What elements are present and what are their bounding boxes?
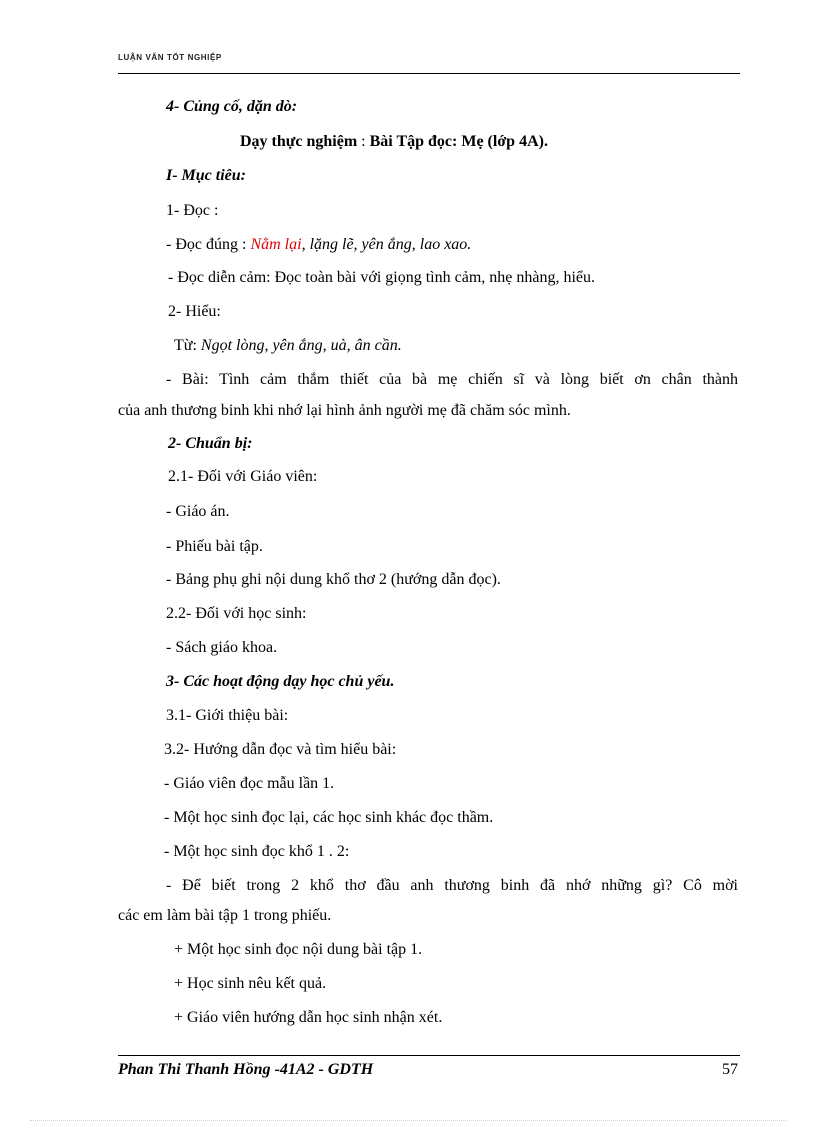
activity-guide: 3.2- Hướng dẫn đọc và tìm hiểu bài:	[164, 741, 397, 758]
section-heading-4: 4- Củng cố, dặn dò:	[166, 98, 298, 115]
heading-activities: 3- Các hoạt động dạy học chủ yếu.	[166, 673, 395, 690]
footer-author: Phan Thi Thanh Hồng -41A2 - GDTH	[118, 1061, 374, 1078]
footer-rule	[118, 1055, 740, 1056]
activity-student-stanza: - Một học sinh đọc khổ 1 . 2:	[164, 843, 350, 860]
reading-expressive-line: - Đọc diễn cảm: Đọc toàn bài với giọng tình cảm, nhẹ nhàng, hiểu.	[168, 269, 596, 286]
prep-teacher-heading: 2.1- Đối với Giáo viên:	[168, 468, 318, 485]
activity-question-line-1: - Để biết trong 2 khổ thơ đầu anh thương binh đã nhớ những gì? Cô mời	[166, 877, 738, 894]
lesson-summary-line-2: của anh thương binh khi nhớ lại hình ảnh người mẹ đã chăm sóc mình.	[118, 402, 571, 419]
page-number: 57	[722, 1061, 738, 1078]
subitem-results: + Học sinh nêu kết quả.	[174, 975, 327, 992]
lesson-summary-line-1: - Bài: Tình cảm thắm thiết của bà mẹ chiến sĩ và lòng biết ơn chân thành	[166, 371, 738, 388]
running-header: LUẬN VĂN TỐT NGHIỆP	[118, 53, 222, 62]
prep-item-textbook: - Sách giáo khoa.	[166, 639, 278, 656]
activity-teacher-reads: - Giáo viên đọc mẫu lần 1.	[164, 775, 335, 792]
lesson-title-colon: :	[357, 133, 370, 150]
highlighted-word: Nằm lại	[250, 236, 302, 253]
activity-question-line-2: các em làm bài tập 1 trong phiếu.	[118, 907, 332, 924]
activity-intro: 3.1- Giới thiệu bài:	[166, 707, 289, 724]
objective-reading: 1- Đọc :	[166, 202, 219, 219]
heading-objectives: I- Mục tiêu:	[166, 167, 246, 184]
reading-correct-line	[166, 235, 471, 255]
prep-item-worksheet: - Phiếu bài tập.	[166, 538, 263, 555]
page-edge-dots	[30, 1120, 786, 1121]
reading-correct-label: - Đọc đúng :	[166, 236, 251, 253]
subitem-teacher-guides: + Giáo viên hướng dẫn học sinh nhận xét.	[174, 1009, 443, 1026]
lesson-title-main: Bài Tập đọc: Mẹ (lớp 4A).	[369, 133, 548, 150]
prep-item-board: - Bảng phụ ghi nội dung khổ thơ 2 (hướng dẫn đọc).	[166, 571, 501, 588]
lesson-title	[240, 132, 548, 152]
vocabulary-words: Ngọt lòng, yên ắng, uà, ân cần.	[200, 337, 402, 354]
subitem-read-exercise: + Một học sinh đọc nội dung bài tập 1.	[174, 941, 423, 958]
prep-item-lesson-plan: - Giáo án.	[166, 503, 230, 520]
vocabulary-label: Từ:	[174, 337, 201, 354]
prep-student-heading: 2.2- Đối với học sinh:	[166, 605, 307, 622]
reading-correct-words: , lặng lẽ, yên ắng, lao xao.	[301, 236, 472, 253]
vocabulary-line	[174, 336, 402, 356]
header-rule	[118, 73, 740, 74]
lesson-title-prefix: Dạy thực nghiệm	[240, 133, 358, 150]
objective-understanding: 2- Hiểu:	[168, 303, 221, 320]
activity-student-rereads: - Một học sinh đọc lại, các học sinh khác đọc thầm.	[164, 809, 494, 826]
heading-preparation: 2- Chuẩn bị:	[168, 435, 253, 452]
